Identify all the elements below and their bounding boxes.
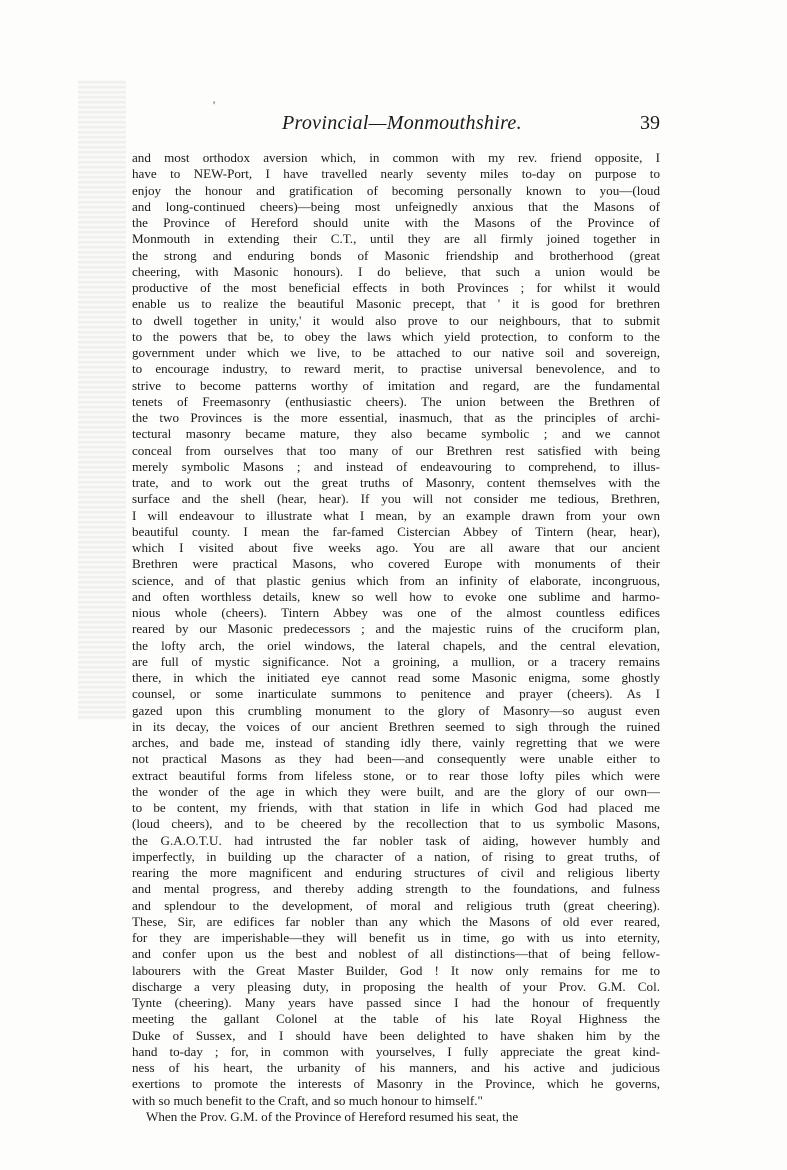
- text-line: These, Sir, are edifices far nobler than any which the Masons of old ever reared,: [132, 913, 660, 929]
- text-line: reared by our Masonic predecessors ; and the majestic ruins of the cruciform plan,: [132, 621, 660, 637]
- text-line: the G.A.O.T.U. had intrusted the far nobler task of aiding, however humbly and: [132, 832, 660, 848]
- body-text: [132, 150, 660, 1125]
- text-line: to encourage industry, to reward merit, to practise universal benevolence, and to: [132, 361, 660, 377]
- stray-mark: ': [213, 98, 216, 112]
- text-line: enjoy the honour and gratification of becoming personally known to you—(loud: [132, 182, 660, 198]
- text-line: the lofty arch, the oriel windows, the lateral chapels, and the central elevation,: [132, 637, 660, 653]
- text-line: enable us to realize the beautiful Masonic precept, that ' it is good for brethren: [132, 296, 660, 312]
- text-line: for they are imperishable—they will benefit us in time, go with us into eternity,: [132, 930, 660, 945]
- text-line: I will endeavour to illustrate what I mean, by an example drawn from your own: [132, 507, 660, 523]
- text-line: meeting the gallant Colonel at the table of his late Royal Highness the: [132, 1011, 660, 1027]
- text-line: cheering, with Masonic honours). I do believe, that such a union would be: [132, 263, 660, 279]
- text-line: trate, and to work out the great truths of Masonry, content themselves with the: [132, 475, 660, 490]
- page-number: 39: [640, 112, 660, 134]
- text-line: government under which we live, to be attached to our native soil and sovereign,: [132, 345, 660, 360]
- text-line: exertions to promote the interests of Masonry in the Province, which he governs,: [132, 1076, 660, 1092]
- text-line: and often worthless details, knew so well how to evoke one sublime and harmo-: [132, 588, 660, 604]
- text-line: nious whole (cheers). Tintern Abbey was one of the almost countless edifices: [132, 605, 660, 620]
- text-line: extract beautiful forms from lifeless stone, or to rear those lofty piles which were: [132, 767, 660, 783]
- text-line: with so much benefit to the Craft, and so much honour to himself.": [132, 1092, 483, 1108]
- text-line: the strong and enduring bonds of Masonic friendship and brotherhood (great: [132, 247, 660, 263]
- text-line: and confer upon us the best and noblest of all distinctions—that of being fellow-: [132, 946, 660, 962]
- text-line: to be content, my friends, with that station in life in which God had placed me: [132, 800, 660, 815]
- text-line: tenets of Freemasonry (enthusiastic cheers). The union between the Brethren of: [132, 393, 660, 409]
- text-line: and mental progress, and thereby adding strength to the foundations, and fulness: [132, 881, 660, 897]
- text-line: and most orthodox aversion which, in common with my rev. friend opposite, I: [132, 150, 660, 165]
- text-line: tectural masonry became mature, they also became symbolic ; and we cannot: [132, 426, 660, 442]
- text-line: the wonder of the age in which they were built, and are the glory of our own—: [132, 783, 660, 799]
- text-line: in its decay, the voices of our ancient Brethren seemed to sigh through the ruined: [132, 718, 660, 734]
- text-line: arches, and bade me, instead of standing idly there, vainly regretting that we were: [132, 735, 660, 750]
- text-line: ness of his heart, the urbanity of his manners, and his active and judicious: [132, 1060, 660, 1075]
- text-line: science, and of that plastic genius which from an infinity of elaborate, incongruous,: [132, 572, 660, 588]
- text-line: merely symbolic Masons ; and instead of endeavouring to comprehend, to illus-: [132, 458, 660, 474]
- text-line: When the Prov. G.M. of the Province of Hereford resumed his seat, the: [146, 1108, 519, 1124]
- text-line: and splendour to the development, of moral and religious truth (great cheering).: [132, 897, 660, 913]
- text-line: have to NEW-Port, I have travelled nearly seventy miles to-day on purpose to: [132, 166, 660, 182]
- text-line: discharge a very pleasing duty, in proposing the health of your Prov. G.M. Col.: [132, 978, 660, 994]
- text-line: to the powers that be, to obey the laws which yield protection, to conform to the: [132, 328, 660, 344]
- text-line: conceal from ourselves that too many of our Brethren rest satisfied with being: [132, 442, 660, 458]
- text-line: rearing the more magnificent and enduring structures of civil and religious liberty: [132, 865, 660, 880]
- text-line: beautiful county. I mean the far-famed Cistercian Abbey of Tintern (hear, hear),: [132, 523, 660, 539]
- running-title: Provincial—Monmouthshire.: [282, 112, 522, 134]
- binding-edge-shadow: [78, 80, 126, 720]
- text-line: and long-continued cheers)—being most unfeignedly anxious that the Masons of: [132, 198, 660, 214]
- text-line: to dwell together in unity,' it would also prove to our neighbours, that to submit: [132, 312, 660, 328]
- text-line: Brethren were practical Masons, who covered Europe with monuments of their: [132, 556, 660, 572]
- running-head: [130, 112, 660, 142]
- text-line: productive of the most beneficial effects in both Provinces ; for whilst it would: [132, 280, 660, 295]
- text-line: not practical Masons as they had been—and consequently were unable either to: [132, 751, 660, 767]
- text-line: hand to-day ; for, in common with yourselves, I fully appreciate the great kind-: [132, 1043, 660, 1059]
- text-line: counsel, or some inarticulate summons to penitence and prayer (cheers). As I: [132, 686, 660, 702]
- text-line: Duke of Sussex, and I should have been delighted to have shaken him by the: [132, 1027, 660, 1043]
- text-line: labourers with the Great Master Builder, God ! It now only remains for me to: [132, 962, 660, 978]
- text-line: imperfectly, in building up the character of a nation, of rising to great truths, of: [132, 848, 660, 864]
- text-line: the Province of Hereford should unite with the Masons of the Province of: [132, 215, 660, 230]
- text-line: Monmouth in extending their C.T., until they are all firmly joined together in: [132, 231, 660, 247]
- text-line: which I visited about five weeks ago. You are all aware that our ancient: [132, 540, 660, 555]
- text-line: strive to become patterns worthy of imitation and regard, are the fundamental: [132, 377, 660, 393]
- text-line: gazed upon this crumbling monument to the glory of Masonry—so august even: [132, 702, 660, 718]
- text-line: the two Provinces is the more essential, inasmuch, that as the principles of archi-: [132, 410, 660, 425]
- text-line: (loud cheers), and to be cheered by the recollection that to us symbolic Masons,: [132, 816, 660, 832]
- text-line: surface and the shell (hear, hear). If you will not consider me tedious, Brethren,: [132, 491, 660, 507]
- text-line: are full of mystic significance. Not a groining, a mullion, or a tracery remains: [132, 653, 660, 669]
- text-line: Tynte (cheering). Many years have passed since I had the honour of frequently: [132, 995, 660, 1010]
- text-line: there, in which the initiated eye cannot read some Masonic enigma, some ghostly: [132, 670, 660, 685]
